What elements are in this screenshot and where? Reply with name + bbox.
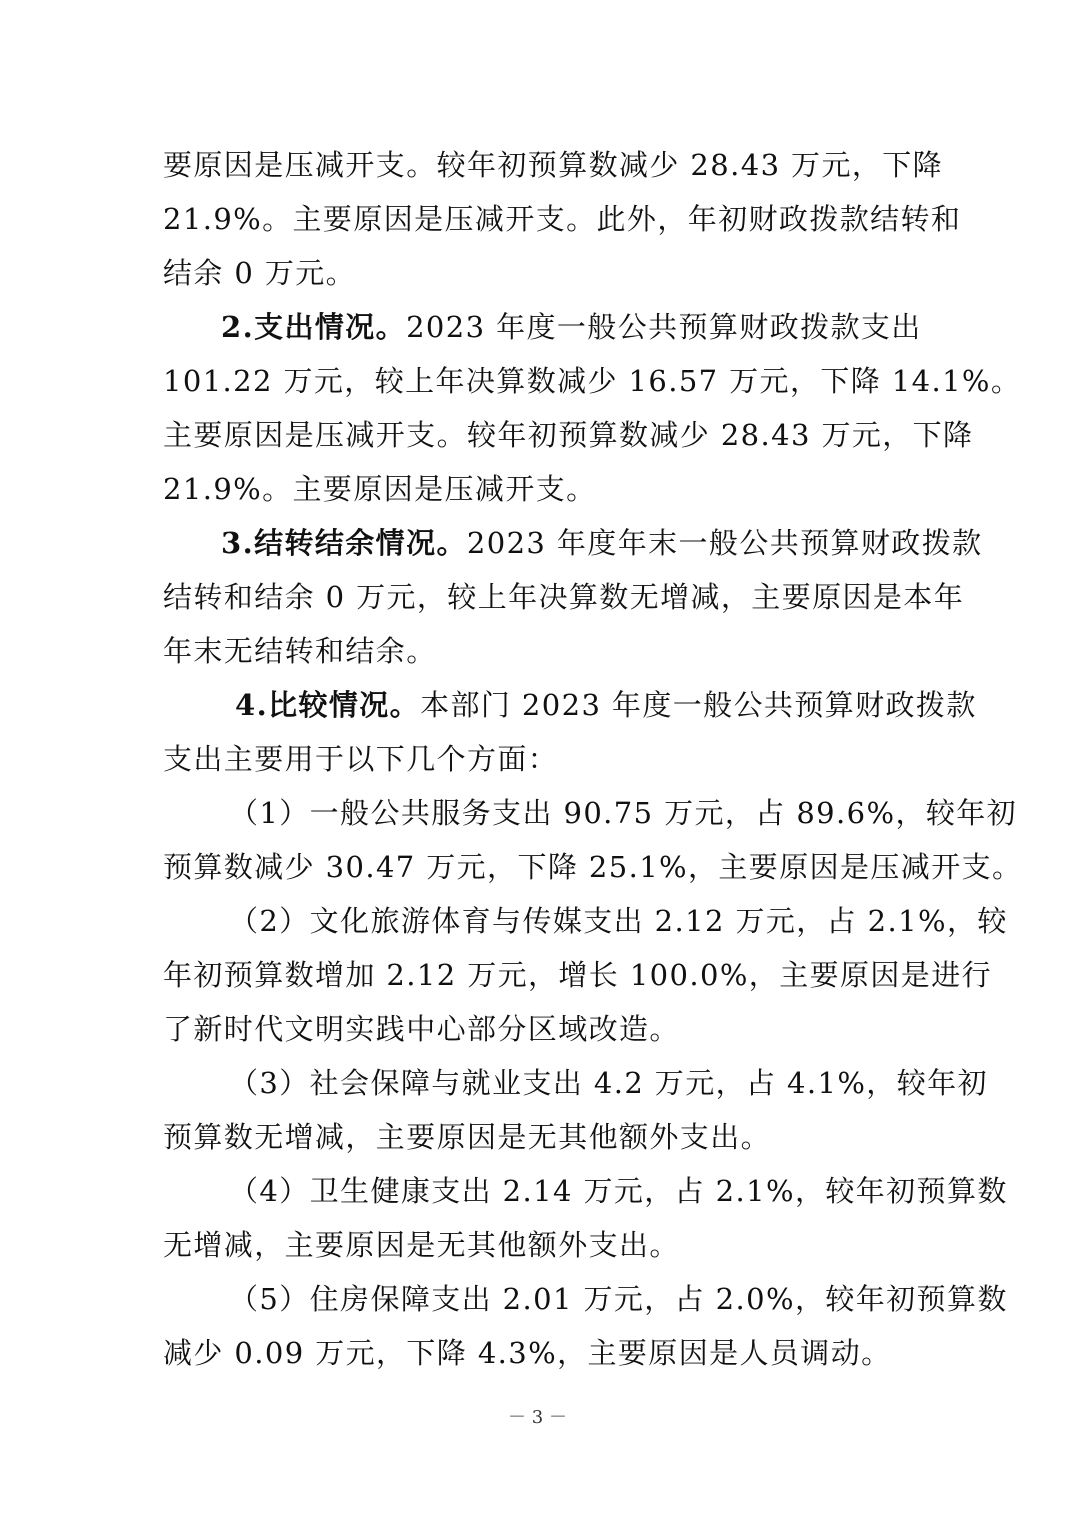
paragraph-line: 预算数减少 30.47 万元，下降 25.1%，主要原因是压减开支。 [163,850,1023,884]
paragraph-first-line [163,300,922,354]
paragraph-line: 结转和结余 0 万元，较上年决算数无增减，主要原因是本年 [163,580,965,614]
section-heading: 3.结转结余情况。 [221,526,467,560]
paragraph-line: 预算数无增减，主要原因是无其他额外支出。 [163,1120,772,1154]
paragraph-line: 了新时代文明实践中心部分区域改造。 [163,1012,680,1046]
paragraph-text: 2023 年度年末一般公共预算财政拨款 [466,526,983,560]
page-number: － 3 － [508,1407,567,1428]
list-item-social-security [163,1056,988,1164]
paragraph-line: 无增减，主要原因是无其他额外支出。 [163,1228,680,1262]
paragraph-first-line: （4）卫生健康支出 2.14 万元，占 2.1%，较年初预算数 [229,1174,1008,1208]
paragraph-first-line [163,516,983,570]
paragraph-first-line: （3）社会保障与就业支出 4.2 万元，占 4.1%，较年初 [229,1066,988,1100]
list-item-culture-tourism [163,894,1008,1056]
document-body [163,138,1023,1380]
paragraph-line: 减少 0.09 万元，下降 4.3%，主要原因是人员调动。 [163,1336,892,1370]
paragraph-carryover [163,516,983,678]
section-heading: 2.支出情况。 [221,310,407,344]
list-item-health [163,1164,1008,1272]
paragraph-comparison [163,678,977,786]
paragraph-line: 要原因是压减开支。较年初预算数减少 28.43 万元，下降 [163,148,944,182]
list-item-general-public-services [163,786,1023,894]
paragraph-line: 结余 0 万元。 [163,256,357,290]
paragraph-expenditure [163,300,1022,516]
paragraph-line: 101.22 万元，较上年决算数减少 16.57 万元，下降 14.1%。 [163,364,1022,398]
paragraph-line: 年初预算数增加 2.12 万元，增长 100.0%，主要原因是进行 [163,958,993,992]
paragraph-line: 支出主要用于以下几个方面： [163,742,559,776]
paragraph-first-line [163,678,977,732]
paragraph-text: 本部门 2023 年度一般公共预算财政拨款 [420,688,977,722]
paragraph-first-line: （5）住房保障支出 2.01 万元，占 2.0%，较年初预算数 [229,1282,1008,1316]
paragraph-first-line: （2）文化旅游体育与传媒支出 2.12 万元，占 2.1%，较 [229,904,1008,938]
paragraph-first-line: （1）一般公共服务支出 90.75 万元，占 89.6%，较年初 [229,796,1018,830]
paragraph-line: 21.9%。主要原因是压减开支。 [163,472,597,506]
paragraph-income-continuation [163,138,962,300]
list-item-housing [163,1272,1008,1380]
paragraph-line: 主要原因是压减开支。较年初预算数减少 28.43 万元，下降 [163,418,974,452]
section-heading: 4.比较情况。 [235,688,421,722]
paragraph-line: 21.9%。主要原因是压减开支。此外，年初财政拨款结转和 [163,202,962,236]
paragraph-text: 2023 年度一般公共预算财政拨款支出 [406,310,922,344]
paragraph-line: 年末无结转和结余。 [163,634,437,668]
